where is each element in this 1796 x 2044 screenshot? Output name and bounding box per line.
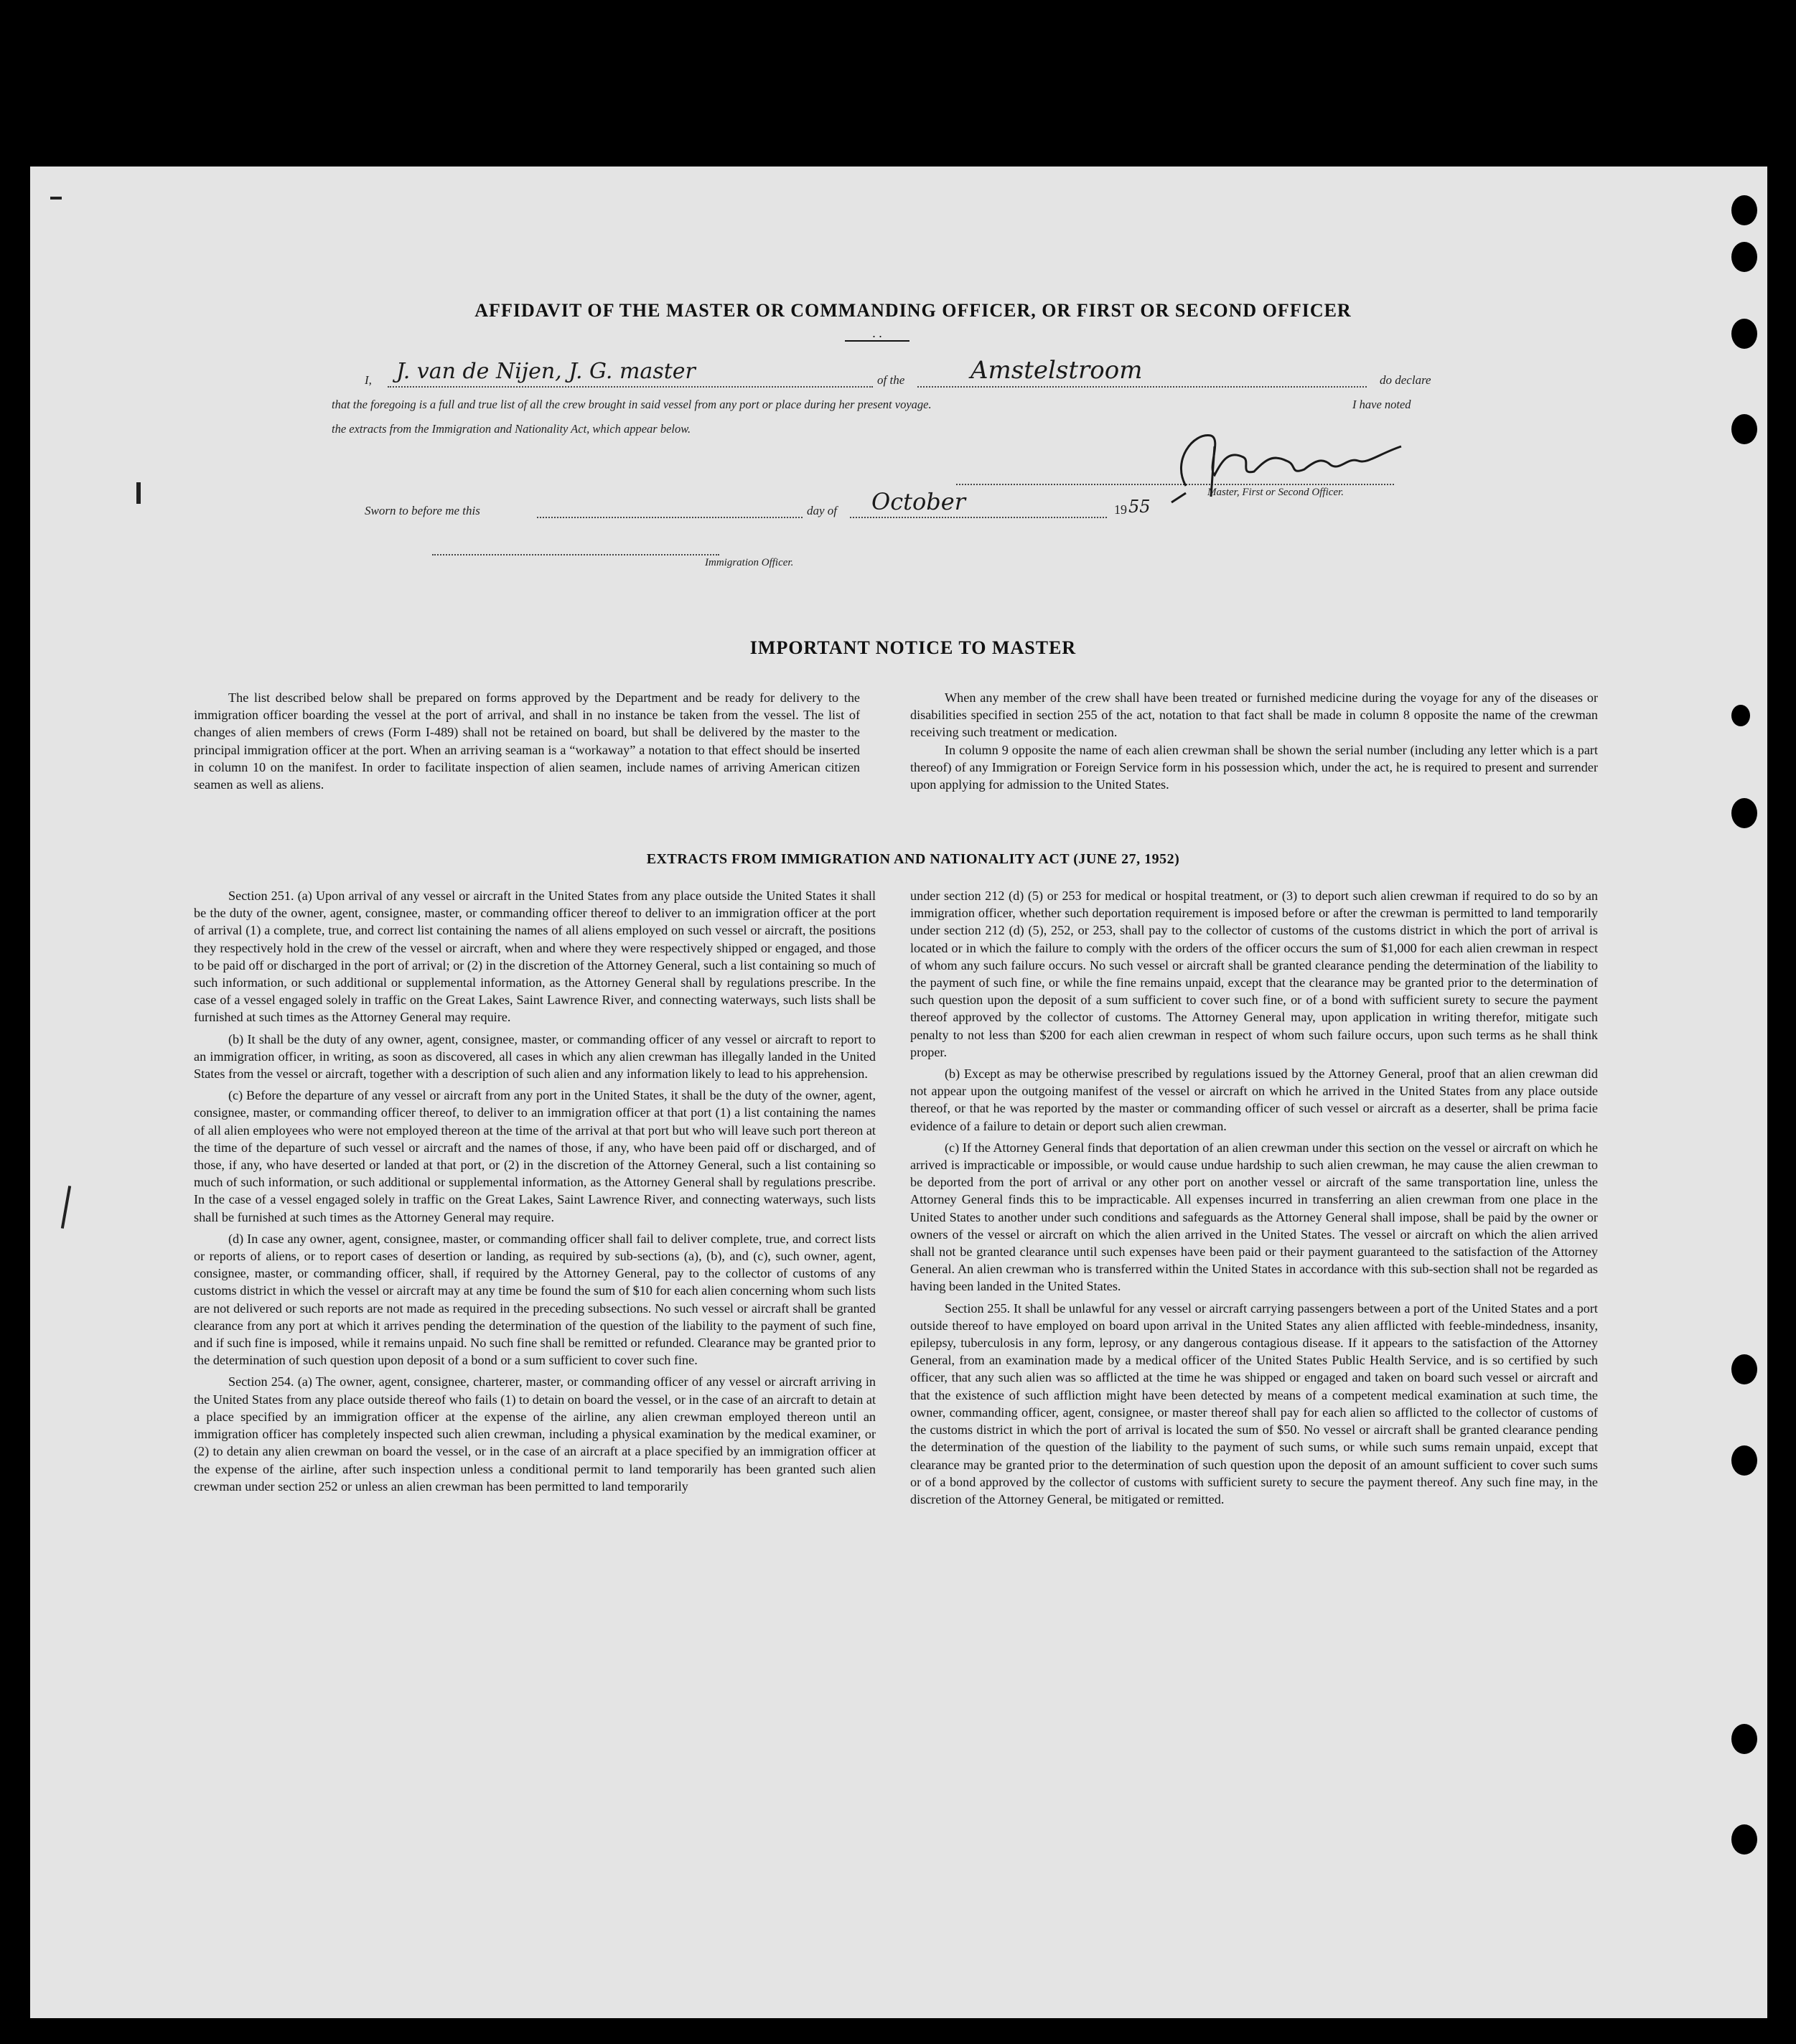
year-handwritten: 55 xyxy=(1128,497,1151,517)
title-rule xyxy=(845,340,909,342)
margin-speck xyxy=(50,197,62,200)
extracts-left-column xyxy=(194,887,876,1495)
margin-speck xyxy=(136,482,141,504)
notice-paragraph: In column 9 opposite the name of each alien crewman shall be shown the serial number (including any letter which is a part thereof) of any Immigration or Foreign Service form in his possession which, under the act, he is required to present and surrender upon applying for admission to the United States. xyxy=(910,742,1598,792)
punch-hole xyxy=(1731,705,1750,726)
sworn-day-line xyxy=(537,517,803,518)
section-254c: (c) If the Attorney General finds that deportation of an alien crewman under this section on the vessel or aircraft on which he arrived is impracticable or impossible, or would cause undue hardship to such alien crewman, he may cause the alien crewman to be deported from the port of arrival or any other port on another vessel or aircraft of the same transportation line, unless the Attorney General finds this to be impracticable. All expenses incurred in transferring an alien crewman from one place in the United States to another under such conditions and safeguards as the Attorney General shall impose, shall be paid by the owner or owners of the vessel or aircraft on which the alien arrived in the United States. The vessel or aircraft on which the alien arrived shall not be granted clearance until such expenses have been paid or their payment guaranteed to the satisfaction of the Attorney General. An alien crewman who is transferred within the United States in accordance with this sub-section shall not be regarded as having been landed in the United States. xyxy=(910,1140,1598,1294)
section-255: Section 255. It shall be unlawful for any vessel or aircraft carrying passengers between a port of the United States and a port outside thereof to have employed on board upon arrival in the United States any alien afflicted with feeble-mindedness, insanity, epilepsy, tuberculosis in any form, leprosy, or any dangerous contagious disease. If it appears to the satisfaction of the Attorney General, from an examination made by a medical officer of the United States Public Health Service, and is so certified by such officer, that any such alien was so afflicted at the time he was shipped or engaged and taken on board such vessel or aircraft and that the existence of such affliction might have been detected by means of a competent medical examination at such time, the owner, commanding officer, agent, consignee, or master thereof shall pay for each alien so afflicted to the collector of customs of the customs district in which the port of arrival is located the sum of $50. No vessel or aircraft shall be granted clearance pending the determination of the question of the liability to the payment of such sums, or while such sums remain unpaid, except that clearance may be granted prior to the determination of such question upon the deposit of an amount sufficient to cover such sums or of a bond approved by the collector of customs with sufficient surety to secure the payment thereof. Any such fine may, in the discretion of the Attorney General, be mitigated or remitted. xyxy=(910,1300,1598,1506)
section-251c: (c) Before the departure of any vessel or aircraft from any port in the United States, it shall be the duty of the owner, agent, consignee, master, or commanding officer thereof, to deliver to an immigration officer at that port (1) a list containing the names of all alien employees who were not employed thereon at the time of the arrival at that port but who will leave such port thereon at the time of the departure of such vessel or aircraft and the names of those, if any, who have been paid off or discharged, and of those, if any, who have deserted or landed at that port, or (2) in the discretion of the Attorney General, such a list containing so much of such information, or such additional or supplemental information, as the Attorney General shall by regulations prescribe. In the case of a vessel engaged solely in traffic on the Great Lakes, Saint Lawrence River, and connecting waterways, such lists shall be furnished at such times as the Attorney General may require. xyxy=(194,1088,876,1224)
punch-hole xyxy=(1731,319,1757,349)
year-prefix: 19 xyxy=(1114,502,1127,517)
vessel-name-handwritten: Amstelstroom xyxy=(971,356,1143,385)
section-254a: Section 254. (a) The owner, agent, consignee, charterer, master, or commanding officer of any vessel or aircraft arriving in the United States from any place outside thereof who fails (1) to detain on board the vessel, or in the case of an aircraft to detain at a place specified by an immigration officer at the expense of the airline, any alien crewman employed thereon until an immigration officer has completely inspected such alien crewman, including a physical examination by the medical examiner, or (2) to detain any alien crewman on board the vessel, or in the case of an aircraft at a place specified by an immigration officer at the expense of the airline, after such inspection unless a conditional permit to land temporarily has been granted such alien crewman under section 252 or unless an alien crewman has been permitted to land temporarily xyxy=(194,1374,876,1494)
section-254a-continued: under section 212 (d) (5) or 253 for medical or hospital treatment, or (3) to deport such alien crewman if required to do so by an immigration officer, whether such deportation requirement is imposed before or after the crewman is permitted to land temporarily under section 212 (d) (5), 252, or 253, shall pay to the collector of customs of the customs district in which the port of arrival is located or in which the failure to comply with the orders of the officer occurs the sum of $1,000 for each alien crewman in respect of whom any such failure occurs. No such vessel or aircraft shall be granted clearance pending the determination of the liability to the payment of such fine, or while the fine remains unpaid, except that the clearance may be granted prior to the determination of such question upon the deposit of a sum sufficient to cover such fine, or of a bond with sufficient surety to secure the payment thereof approved by the collector of customs. The Attorney General may, upon application in writing therefor, mitigate such penalty to not less than $200 for each alien crewman in respect of whom such failure occurs, upon such terms as he shall think proper. xyxy=(910,889,1598,1059)
immigration-officer-label: Immigration Officer. xyxy=(705,557,794,568)
day-of-text: day of xyxy=(807,504,838,517)
notice-paragraph: When any member of the crew shall have been treated or furnished medicine during the voyage for any of the diseases or disabilities specified in section 255 of the act, notation to that fact shall be made in column 8 opposite the name of the crewman receiving such treatment or medication. xyxy=(910,690,1598,740)
vessel-fill-line xyxy=(917,386,1367,388)
extracts-title: EXTRACTS FROM IMMIGRATION AND NATIONALITY ACT (JUNE 27, 1952) xyxy=(646,851,1180,867)
extracts-right-column xyxy=(910,887,1598,1508)
punch-hole xyxy=(1731,1824,1757,1855)
punch-hole xyxy=(1731,1445,1757,1476)
master-name-handwritten: J. van de Nijen, J. G. master xyxy=(396,359,696,384)
punch-hole xyxy=(1731,414,1757,444)
punch-hole xyxy=(1731,242,1757,272)
affidavit-line3: the extracts from the Immigration and Nationality Act, which appear below. xyxy=(332,422,691,436)
punch-hole xyxy=(1731,798,1757,828)
master-label: Master, First or Second Officer. xyxy=(1207,487,1344,498)
affidavit-title: AFFIDAVIT OF THE MASTER OR COMMANDING OFFICER, OR FIRST OR SECOND OFFICER xyxy=(474,300,1352,321)
name-fill-line xyxy=(388,386,873,388)
month-fill-line xyxy=(850,517,1107,518)
notice-right-column xyxy=(910,689,1598,793)
notice-left-column xyxy=(194,689,860,793)
section-251d: (d) In case any owner, agent, consignee, master, or commanding officer shall fail to deliver complete, true, and correct lists or reports of aliens, or to report cases of desertion or landing, as required by sub-sections (a), (b), and (c), such owner, agent, consignee, master, or commanding officer, shall, if required by the Attorney General, pay to the collector of customs of any customs district in which the vessel or aircraft may at any time be found the sum of $10 for each alien concerning whom such lists are not delivered or such reports are not made as required in the preceding subsections. No such vessel or aircraft shall be granted clearance from any port at which it arrives pending the determination of the question of the liability to the payment of such fine, and if such fine is imposed, while it remains unpaid. No such fine shall be remitted or refunded. Clearance may be granted prior to the determination of such question upon deposit of a bond or a sum sufficient to cover such fine. xyxy=(194,1231,876,1368)
document-page xyxy=(30,167,1767,2018)
immigration-officer-line xyxy=(432,554,719,555)
notice-title: IMPORTANT NOTICE TO MASTER xyxy=(749,637,1077,658)
affidavit-line1-of-the: of the xyxy=(877,373,905,387)
affidavit-line1-i: I, xyxy=(365,373,372,387)
title-dots: . . xyxy=(872,326,882,340)
punch-hole xyxy=(1731,1724,1757,1754)
punch-hole xyxy=(1731,195,1757,225)
affidavit-line2-noted: I have noted xyxy=(1352,398,1411,411)
month-handwritten: October xyxy=(871,488,965,515)
section-254b: (b) Except as may be otherwise prescribed by regulations issued by the Attorney General, proof that an alien crewman did not appear upon the outgoing manifest of the vessel or aircraft on which he arrived in the United States from any place outside thereof, or that he was reported by the master or commanding officer of such vessel or aircraft as a deserter, shall be prima facie evidence of a failure to detain or deport such alien crewman. xyxy=(910,1066,1598,1133)
section-251a: Section 251. (a) Upon arrival of any vessel or aircraft in the United States from any place outside the United States it shall be the duty of the owner, agent, consignee, master, or commanding officer thereof to deliver to an immigration officer at the port of arrival (1) a complete, true, and correct list containing the names of all aliens employed on such vessel or aircraft, the positions they respectively hold in the crew of the vessel or aircraft, when and where they were respectively shipped or engaged, and those to be paid off or discharged in the port of arrival; or (2) in the discretion of the Attorney General, such a list containing so much of such information, or such additional or supplemental information, as the Attorney General shall by regulations prescribe. In the case of a vessel engaged solely in traffic on the Great Lakes, Saint Lawrence River, and connecting waterways, such lists shall be furnished at such times as the Attorney General may require. xyxy=(194,889,876,1025)
affidavit-line2: that the foregoing is a full and true list of all the crew brought in said vessel from any port or place during her present voyage. xyxy=(332,398,932,411)
affidavit-line1-declare: do declare xyxy=(1380,373,1431,387)
sworn-text: Sworn to before me this xyxy=(365,504,480,517)
section-251b: (b) It shall be the duty of any owner, agent, consignee, master, or commanding officer of any vessel or aircraft to report to an immigration officer, in writing, as soon as discovered, all cases in which any alien crewman has illegally landed in the United States from the vessel or aircraft, together with a description of such alien and any information likely to lead to his apprehension. xyxy=(194,1031,876,1082)
punch-hole xyxy=(1731,1354,1757,1384)
notice-paragraph: The list described below shall be prepared on forms approved by the Department and be ready for delivery to the immigration officer boarding the vessel at the port of arrival, and shall in no instance be taken from the vessel. The list of changes of alien members of crews (Form I-489) shall not be retained on board, but shall be delivered by the master to the principal immigration officer at the port. When an arriving seaman is a “workaway” a notation to that effect should be inserted in column 10 on the manifest. In order to facilitate inspection of alien seamen, include names of arriving American citizen seamen as well as aliens. xyxy=(194,690,860,792)
margin-speck xyxy=(61,1186,71,1229)
